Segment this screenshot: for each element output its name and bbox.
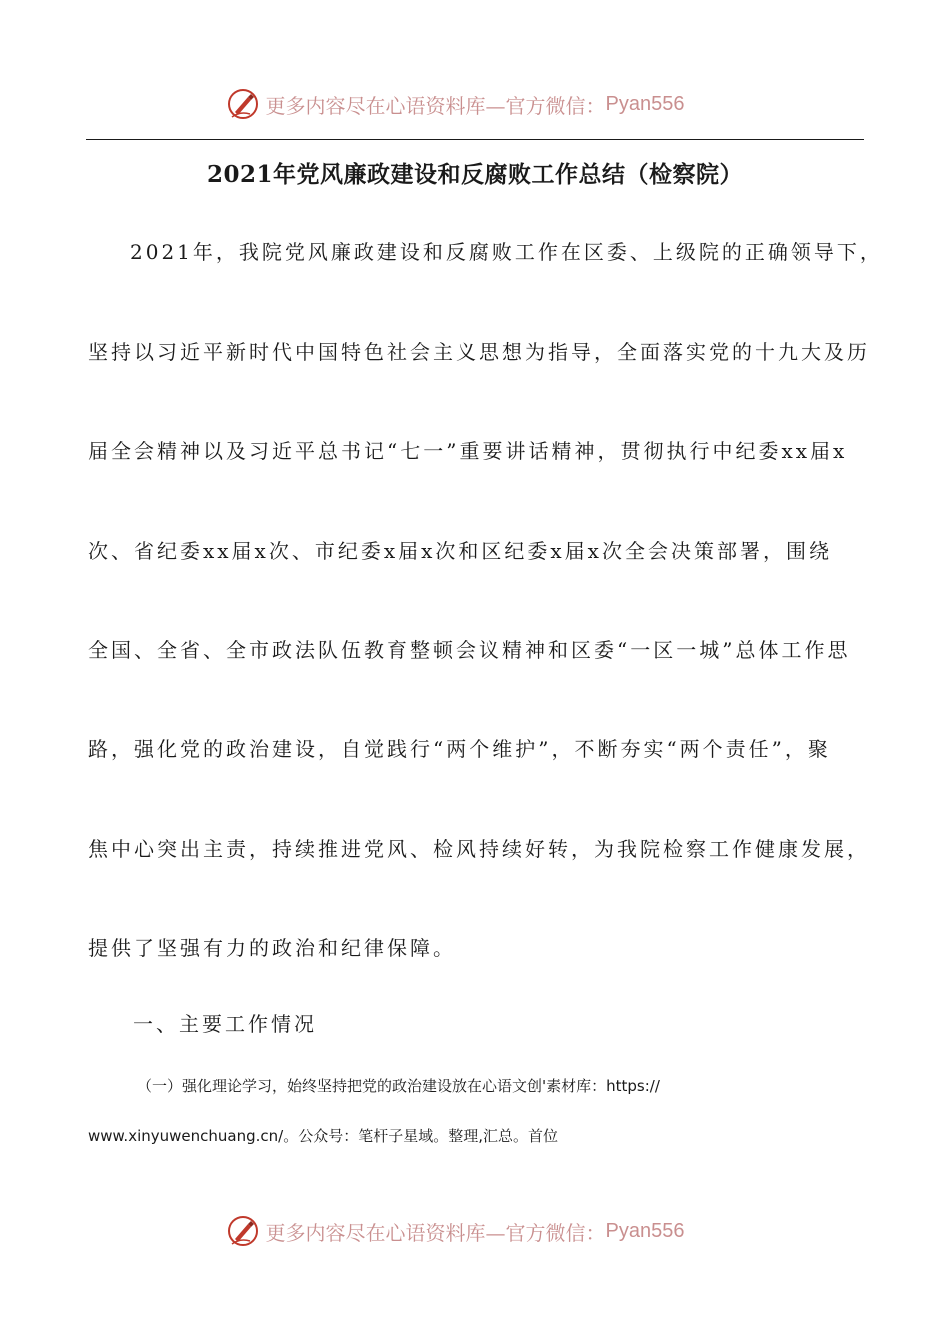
- document-title: 2021年党风廉政建设和反腐败工作总结（检察院）: [206, 161, 743, 188]
- section-heading: 一、主要工作情况: [133, 1012, 317, 1036]
- body-line-2: 坚持以习近平新时代中国特色社会主义思想为指导，全面落实党的十九大及历: [88, 340, 870, 364]
- header-rule: [86, 139, 864, 140]
- body-line-6: 路，强化党的政治建设，自觉践行“两个维护”，不断夯实“两个责任”，聚: [88, 737, 831, 761]
- body-line-3: 届全会精神以及习近平总书记“七一”重要讲话精神，贯彻执行中纪委xx届x: [88, 439, 848, 463]
- header-watermark: [0, 84, 950, 124]
- watermark-handle: Pyan556: [605, 92, 685, 115]
- body-line-4: 次、省纪委xx届x次、市纪委x届x次和区纪委x届x次全会决策部署，围绕: [88, 539, 832, 563]
- body-line-7: 焦中心突出主责，持续推进党风、检风持续好转，为我院检察工作健康发展，: [88, 837, 870, 861]
- footer-watermark: [0, 1211, 950, 1251]
- subsection-line-2: www.xinyuwenchuang.cn/。公众号：笔杆子星域。整理,汇总。首位: [88, 1127, 558, 1145]
- watermark-handle: Pyan556: [605, 1219, 685, 1242]
- subsection-line-1: （一）强化理论学习，始终坚持把党的政治建设放在心语文创'素材库：https://: [137, 1077, 660, 1095]
- pen-logo-icon: [226, 1214, 260, 1248]
- body-line-8: 提供了坚强有力的政治和纪律保障。: [88, 936, 456, 960]
- body-line-1: 2021年，我院党风廉政建设和反腐败工作在区委、上级院的正确领导下，: [130, 240, 883, 264]
- pen-logo-icon: [226, 87, 260, 121]
- body-line-5: 全国、全省、全市政法队伍教育整顿会议精神和区委“一区一城”总体工作思: [88, 638, 851, 662]
- watermark-text: 更多内容尽在心语资料库—官方微信：: [265, 1220, 606, 1245]
- watermark-text: 更多内容尽在心语资料库—官方微信：: [265, 93, 606, 118]
